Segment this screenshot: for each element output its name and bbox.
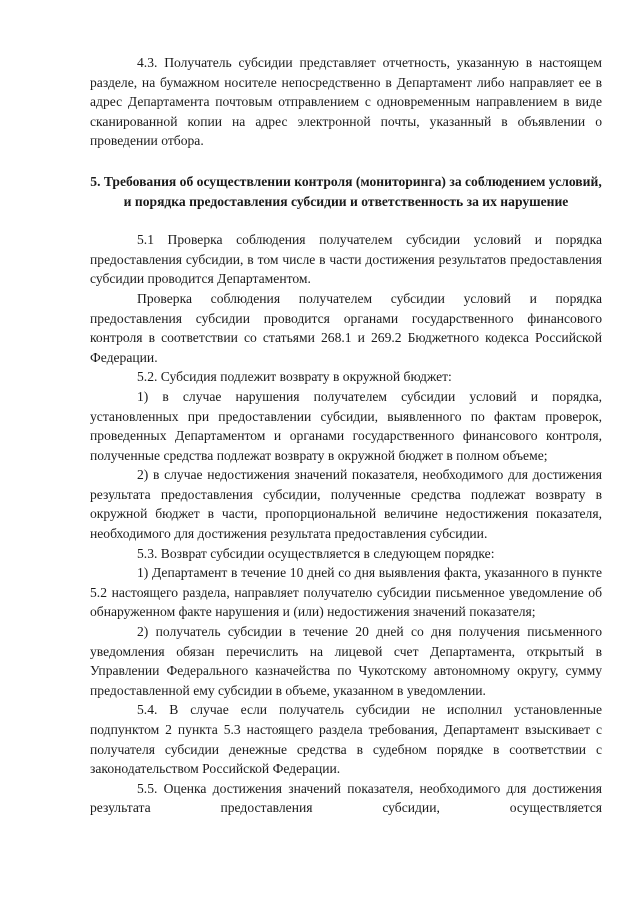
paragraph-5-1: 5.1 Проверка соблюдения получателем субсидии условий и порядка предоставления субсидии, в том числе в части достижения результатов предоставления субсидии проводится Департаментом. bbox=[90, 232, 602, 287]
paragraph-5-2-item-2: 2) в случае недостижения значений показателя, необходимого для достижения результата предоставления субсидии, полученные средства подлежат возврату в окружной бюджет в части, пропорциональной величине недостижения показателя, необходимого для достижения результата предоставления субсидии. bbox=[90, 467, 602, 542]
paragraph-5-3-item-2: 2) получатель субсидии в течение 20 дней со дня получения письменного уведомления обязан перечислить на лицевой счет Департамента, открытый в Управлении Федерального казначейства по Чукотскому автономному округу, сумму предоставленной ему субсидии в объеме, указанном в уведомлении. bbox=[90, 624, 602, 698]
paragraph-5-4: 5.4. В случае если получатель субсидии не исполнил установленные подпунктом 2 пункта 5.3 настоящего раздела требования, Департамент взыскивает с получателя субсидии денежные средства в судебном порядке в соответствии с законодательством Российской Федерации. bbox=[90, 702, 602, 777]
paragraph-5-3: 5.3. Возврат субсидии осуществляется в следующем порядке: bbox=[137, 545, 495, 561]
paragraph-5-1-check: Проверка соблюдения получателем субсидии условий и порядка предоставления субсидии проводится органами государственного финансового контроля в соответствии со статьями 268.1 и 269.2 Бюджетного кодекса Российской Федерации. bbox=[90, 290, 602, 365]
paragraph-5-2-item-1: 1) в случае нарушения получателем субсидии условий и порядка, установленных при предоставлении субсидии, выявленного по фактам проверок, проведенных Департаментом и органами государственного финансового контроля, полученные средства подлежат возврату в окружной бюджет в полном объеме; bbox=[90, 388, 602, 463]
paragraph-5-2: 5.2. Субсидия подлежит возврату в окружной бюджет: bbox=[137, 369, 452, 385]
section-heading: 5. Требования об осуществлении контроля (мониторинга) за соблюдением условий, и порядка предоставления субсидии и ответственность за их нарушение bbox=[90, 173, 602, 209]
paragraph-5-3-item-1: 1) Департамент в течение 10 дней со дня выявления факта, указанного в пункте 5.2 настоящего раздела, направляет получателю субсидии письменное уведомление об обнаруженном факте нарушения и (или) недостижения значений показателя; bbox=[90, 565, 602, 620]
paragraph-5-5: 5.5. Оценка достижения значений показателя, необходимого для достижения результата предоставления субсидии, осуществляется bbox=[90, 780, 602, 816]
document-page bbox=[90, 53, 602, 818]
paragraph-4-3: 4.3. Получатель субсидии представляет отчетность, указанную в настоящем разделе, на бумажном носителе непосредственно в Департамент либо направляет ее в адрес Департамента почтовым отправлением с одновременным направлением в виде сканированной копии на адрес электронной почты, указанный в объявлении о проведении отбора. bbox=[90, 55, 602, 149]
